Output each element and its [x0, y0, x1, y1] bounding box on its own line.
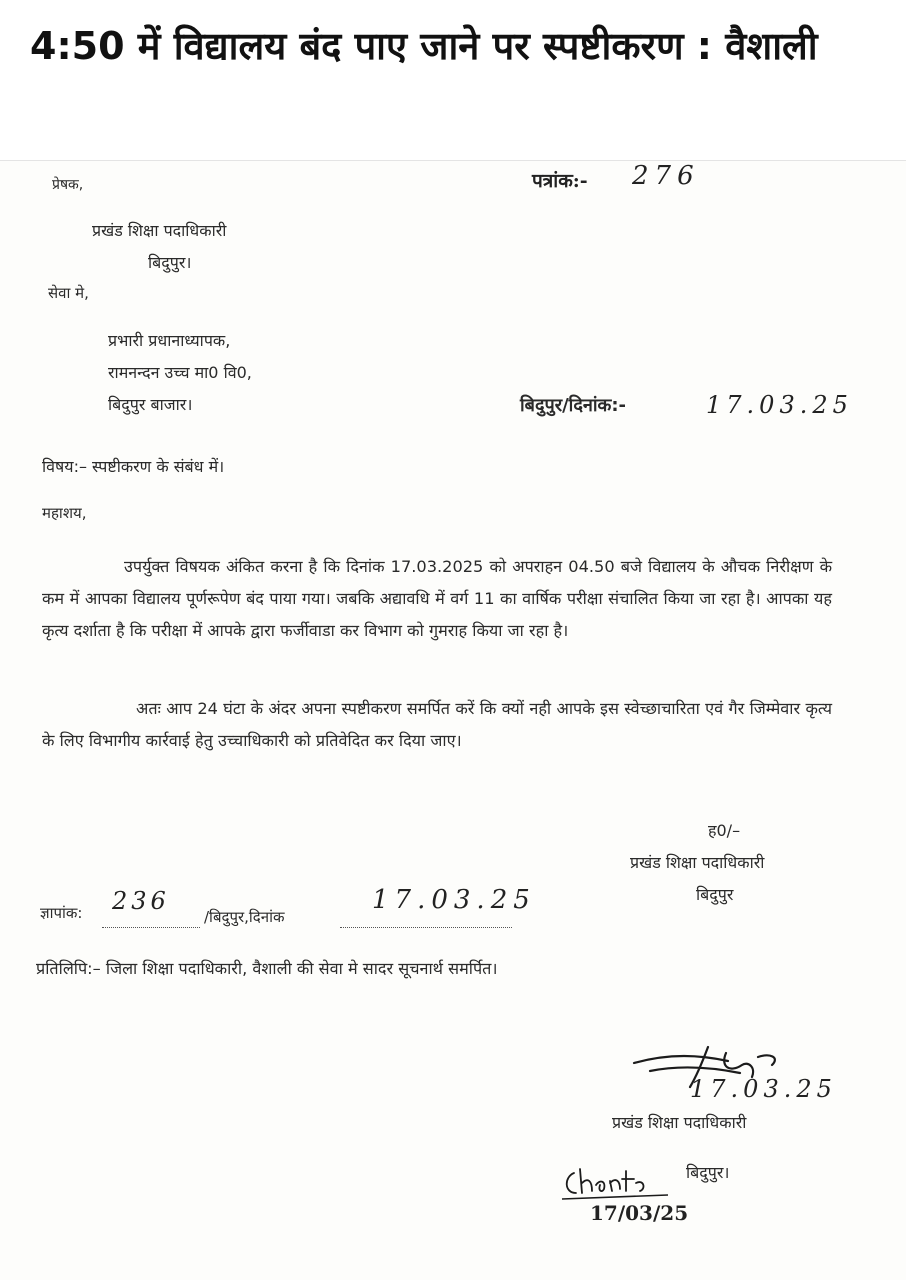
patrank-label: पत्रांक:-: [532, 170, 588, 192]
clerk-initials: [560, 1163, 680, 1203]
to-label: सेवा मे,: [48, 284, 89, 302]
recipient-place: बिदुपुर बाजार।: [108, 395, 193, 414]
clerk-date: 17/03/25: [590, 1201, 689, 1225]
copy-line: प्रतिलिपि:– जिला शिक्षा पदाधिकारी, वैशाली की सेवा मे सादर सूचनार्थ समर्पित।: [36, 959, 498, 978]
sender-place: बिदुपुर।: [148, 253, 192, 272]
gyapank-label: ज्ञापांक:: [40, 904, 83, 922]
sender-label: प्रेषक,: [52, 177, 84, 193]
place-date-label: बिदुपुर/दिनांक:-: [520, 395, 627, 416]
body-paragraph-1: उपर्युक्त विषयक अंकित करना है कि दिनांक 17.03.2025 को अपराहन 04.50 बजे विद्यालय के औचक निरीक्षण के कम में आपका विद्यालय पूर्णरूपेण बंद पाया गया। जबकि अद्यावधि में वर्ग 11 का वार्षिक परीक्षा संचालित किया जा रहा है। आपका यह कृत्य दर्शाता है कि परीक्षा में आपके द्वारा फर्जीवाडा कर विभाग को गुमराह किया जा रहा है।: [42, 557, 832, 640]
recipient-title: प्रभारी प्रधानाध्यापक,: [108, 331, 231, 350]
subject-line: विषय:– स्पष्टीकरण के संबंध में।: [42, 457, 225, 476]
page-headline: 4:50 में विद्यालय बंद पाए जाने पर स्पष्टीकरण : वैशाली: [30, 24, 818, 68]
signatory-title: प्रखंड शिक्षा पदाधिकारी: [630, 853, 765, 872]
gyapank-date: 17.03.25: [372, 885, 536, 915]
final-signature-date: 17.03.25: [690, 1075, 837, 1103]
gyapank-date-dotted-line: [340, 927, 512, 928]
place-date-value: 17.03.25: [706, 391, 853, 419]
final-signatory-place: बिदुपुर।: [686, 1163, 730, 1182]
gyapank-number: 236: [112, 887, 170, 915]
final-signatory-title: प्रखंड शिक्षा पदाधिकारी: [612, 1113, 747, 1132]
signatory-place: बिदुपुर: [696, 885, 734, 904]
salutation: महाशय,: [42, 504, 87, 522]
gyapank-dotted-line: [102, 927, 200, 928]
recipient-school: रामनन्दन उच्च मा0 वि0,: [108, 363, 252, 382]
sender-title: प्रखंड शिक्षा पदाधिकारी: [92, 221, 227, 240]
signed-mark: ह0/–: [708, 821, 741, 840]
gyapank-place-label: /बिदुपुर,दिनांक: [204, 908, 285, 926]
patrank-number: 276: [632, 161, 700, 191]
official-letter: [0, 161, 906, 1280]
body-paragraph-2: अतः आप 24 घंटा के अंदर अपना स्पष्टीकरण समर्पित करें कि क्यों नही आपके इस स्वेच्छाचारिता एवं गैर जिम्मेवार कृत्य के लिए विभागीय कार्रवाई हेतु उच्चाधिकारी को प्रतिवेदित कर दिया जाए।: [42, 699, 832, 750]
